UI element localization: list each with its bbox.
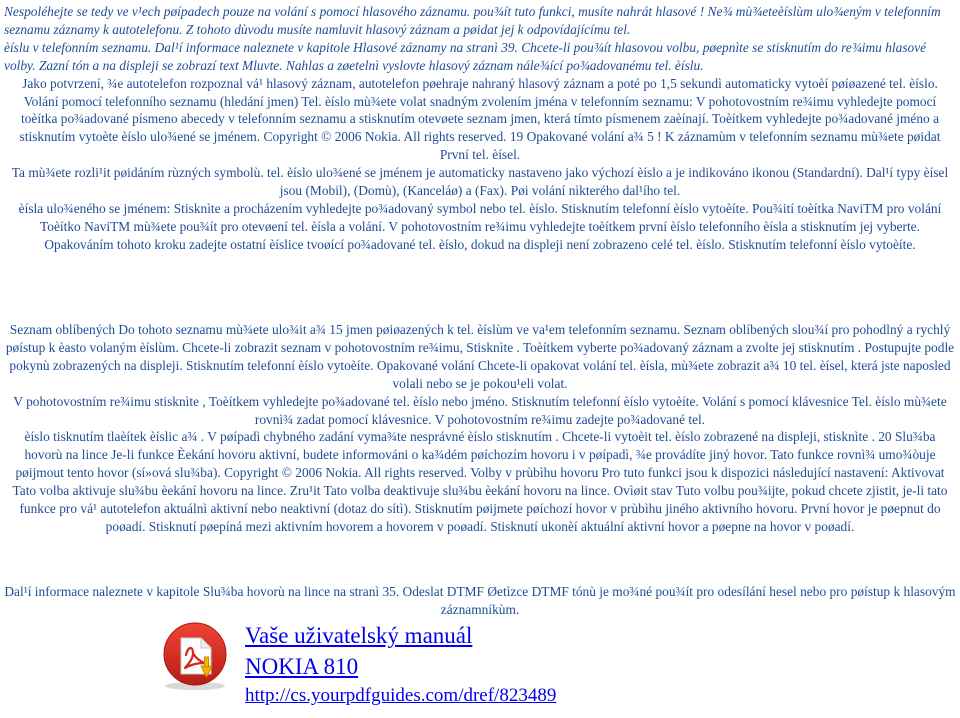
top-paragraph-2: èíslu v telefonním seznamu. Dal¹í informace naleznete v kapitole Hlasové záznamy na stranì 39. Chcete-li pou¾ít hlasovou volbu, pøepnìte se stisknutím do re¾imu hlasové volby. Zazní tón a na displeji se zobrazí text Mluvte. Nahlas a zøetelnì vyslovte hlasový záznam nále¾ící po¾adovanému tel. èíslu. (4, 39, 927, 73)
bottom-text-block (4, 583, 956, 619)
pdf-document-icon (157, 620, 233, 692)
top-paragraph-5: èísla ulo¾eného se jménem: Stisknìte a procházením vyhledejte po¾adovaný symbol nebo tel. èíslo. Stisknutím telefonní èíslo vytoèíte. Pou¾ití toèítka NaviTM pro volání Toèítko NaviTM mù¾ete pou¾ít pro otevøení tel. èísla a volání. V pohotovostním re¾imu vyhledejte toèítkem první èíslo telefonního èísla a stisknutím jej vyberte. Opakováním tohoto kroku zadejte ostatní èíslice tvoøící po¾adované tel. èíslo, dokud na displeji není zobrazeno celé tel. èíslo. Stisknutím telefonní èíslo vytoèíte. (18, 200, 942, 252)
top-text-block (4, 3, 956, 254)
manual-title-link[interactable]: Vaše uživatelský manuál (245, 623, 473, 648)
middle-paragraph-3: èíslo tisknutím tlaèítek èíslic a¾ . V pøípadì chybného zadání vyma¾te nesprávné èíslo stisknutím . Chcete-li vytoèit tel. èíslo zobrazené na displeji, stisknìte . 20 Slu¾ba hovorù na lince Je-li funkce Èekání hovoru aktivní, budete informováni o ka¾dém pøíchozím hovoru i v pøípadì, ¾e provádíte jiný hovor. Tato funkce rovnì¾ umo¾òuje pøijmout tento hovor (sí»ová slu¾ba). Copyright © 2006 Nokia. All rights reserved. Volby v prùbìhu hovoru Pro tuto funkci jsou k dispozici následující nastavení: Aktivovat Tato volba aktivuje slu¾bu èekání hovoru na lince. Zru¹it Tato volba deaktivuje slu¾bu èekání hovoru na lince. Ovìøit stav Tuto volbu pou¾ijte, pokud chcete zjistit, je-li tato funkce pro vá¹ autotelefon aktuálnì aktivní nebo neaktivní (dotaz do sítì). Stisknutím pøijmete pøíchozí hovor v prùbìhu jiného aktivního hovoru. První hovor je pøepnut do poøadí. Stisknutí pøepíná mezi aktivním hovorem a hovorem v poøadí. Stisknutí ukonèí aktuální aktivní hovor a pøepne na hovor v poøadí. (12, 429, 948, 534)
top-paragraph-1: Nespoléhejte se tedy ve v¹ech pøípadech pouze na volání s pomocí hlasového záznamu. pou¾ít tuto funkci, musíte nahrát hlasové ! Ne¾ mù¾eteèíslùm ulo¾eným v telefonním seznamu záznamy k autotelefonu. Z tohoto dùvodu musíte namluvit hlasový záznam a pøidat jej k odpovídajícímu tel. (4, 4, 941, 37)
manual-product-link[interactable]: NOKIA 810 (245, 654, 359, 679)
bottom-paragraph: Dal¹í informace naleznete v kapitole Slu¾ba hovorù na lince na stranì 35. Odeslat DTMF Øetìzce DTMF tónù je mo¾né pou¾ít pro odesílání hesel nebo pro pøístup k hlasovým záznamníkùm. (4, 584, 956, 617)
middle-text-block (4, 321, 956, 536)
middle-paragraph-2: V pohotovostním re¾imu stisknìte , Toèítkem vyhledejte po¾adované tel. èíslo nebo jméno. Stisknutím telefonní èíslo vytoèíte. Volání s pomocí klávesnice Tel. èíslo mù¾ete rovnì¾ zadat pomocí klávesnice. V pohotovostním re¾imu zadejte po¾adované tel. (13, 393, 947, 427)
top-paragraph-4: Ta mù¾ete rozli¹it pøidáním rùzných symbolù. tel. èíslo ulo¾ené se jménem je automaticky nastaveno jako výchozí èíslo a je indikováno ikonou (Standardní). Dal¹í typy èísel jsou (Mobil), (Domù), (Kanceláø) a (Fax). Pøi volání nìkterého dal¹ího tel. (11, 165, 949, 199)
middle-paragraph-1: Seznam oblíbených Do tohoto seznamu mù¾ete ulo¾it a¾ 15 jmen pøiøazených k tel. èíslùm ve va¹em telefonním seznamu. Seznam oblíbených slou¾í pro pohodlný a rychlý pøístup k èasto volaným èíslùm. Chcete-li zobrazit seznam v pohotovostním re¾imu, Stisknìte . Toèítkem vyberte po¾adovaný záznam a zvolte jej stisknutím . Postupujte podle pokynù zobrazených na displeji. Stisknutím telefonní èíslo vytoèíte. Opakované volání Chcete-li opakovat volání tel. èísla, mù¾ete zobrazit a¾ 10 tel. èísel, která jste naposled volali nebo se je pokou¹eli volat. (5, 322, 955, 391)
manual-footer (157, 620, 597, 715)
top-paragraph-3: Jako potvrzení, ¾e autotelefon rozpoznal vá¹ hlasový záznam, autotelefon pøehraje nahraný hlasový záznam a poté po 1,5 sekundì automaticky vytoèí pøíøazené tel. èíslo. Volání pomocí telefonního seznamu (hledání jmen) Tel. èíslo mù¾ete volat snadným zvolením jména v telefonním seznamu: V pohotovostním re¾imu vyhledejte pomocí toèítka po¾adované písmeno abecedy v telefonním seznamu a stisknutím otevøete seznam jmen, která tímto písmenem zaèínají. Toèítkem vyhledejte po¾adované jméno a stisknutím vytoète èíslo ulo¾ené se jménem. Copyright © 2006 Nokia. All rights reserved. 19 Opakované volání a¾ 5 ! K záznamùm v telefonním seznamu mù¾ete pøidat První tel. èísel. (19, 75, 941, 163)
manual-url-link[interactable]: http://cs.yourpdfguides.com/dref/823489 (245, 685, 557, 706)
